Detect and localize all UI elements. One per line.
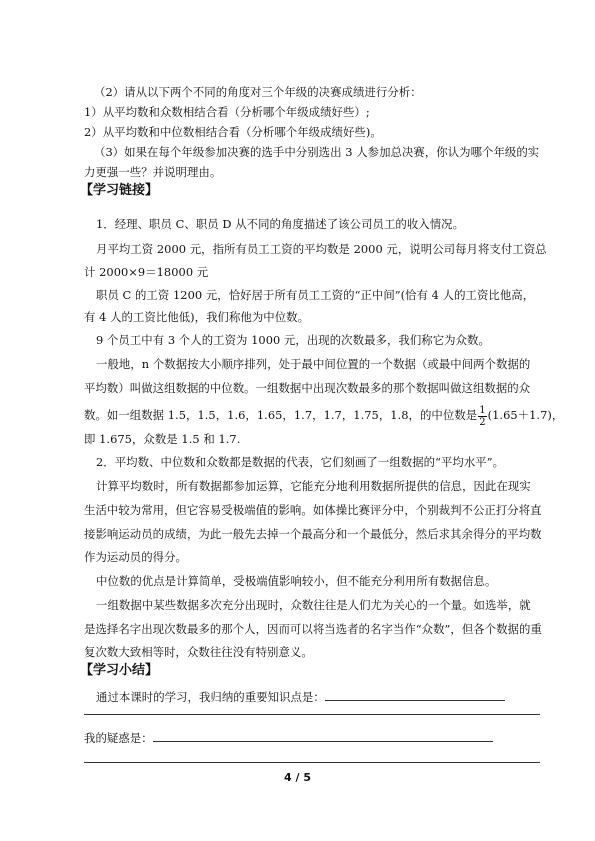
fraction-one-half	[478, 405, 486, 428]
paragraph-3-line-2: 有 4 人的工资比他低)，我们称他为中位数。	[84, 310, 310, 324]
median-example-expression: (1.65＋1.7)，	[487, 408, 564, 422]
answer-line[interactable]	[84, 762, 540, 763]
paragraph-3-line-1: 职员 C 的工资 1200 元，恰好居于所有员工工资的“正中间”(恰有 4 人的工资比他高，	[96, 288, 535, 302]
paragraph-7-line-3: 接影响运动员的成绩，为此一般先去掉一个最高分和一个最低分，然后求其余得分的平均数	[84, 527, 542, 541]
paragraph-2-line-2: 计 2000×9＝18000 元	[84, 265, 209, 279]
question-3-line-2: 力更强一些？并说明理由。	[84, 165, 222, 179]
paragraph-6: 2．平均数、中位数和众数都是数据的代表，它们刻画了一组数据的“平均水平”。	[96, 455, 505, 469]
paragraph-7-line-1: 计算平均数时，所有数据都参加运算，它能充分地利用数据所提供的信息，因此在现实	[96, 479, 531, 493]
paragraph-5-line-2: 平均数）叫做这组数据的中位数。一组数据中出现次数最多的那个数据叫做这组数据的众	[84, 381, 531, 395]
paragraph-5-line-4: 即 1.675，众数是 1.5 和 1.7.	[84, 432, 241, 446]
summary-doubts	[84, 729, 493, 746]
paragraph-7-line-4: 作为运动员的得分。	[84, 550, 187, 564]
answer-line[interactable]	[84, 714, 540, 715]
doubts-answer-blank[interactable]	[153, 729, 493, 742]
question-2-part-2: 2）从平均数和中位数相结合看（分析哪个年级成绩好些)。	[84, 125, 382, 139]
key-points-answer-blank[interactable]	[325, 688, 505, 701]
page-number: 4 / 5	[284, 771, 311, 784]
section-heading-study-links: 【学习链接】	[80, 183, 159, 198]
fraction-numerator: 1	[479, 404, 486, 416]
question-3-line-1: （3）如果在每个年级参加决赛的选手中分别选出 3 人参加总决赛，你认为哪个年级的实	[94, 145, 540, 159]
question-2-part-1: 1）从平均数和众数相结合看（分析哪个年级成绩好些）;	[84, 105, 370, 119]
paragraph-5-line-3	[84, 402, 563, 428]
paragraph-2-line-1: 月平均工资 2000 元，指所有员工工资的平均数是 2000 元，说明公司每月将支付工资总	[96, 242, 547, 256]
paragraph-7-line-2: 生活中较为常用，但它容易受极端值的影响。如体操比赛评分中，个别裁判不公正打分将直	[84, 503, 542, 517]
paragraph-5-line-1: 一般地，n 个数据按大小顺序排列，处于最中间位置的一个数据（或最中间两个数据的	[96, 357, 531, 371]
paragraph-9-line-2: 是选择名字出现次数最多的那个人，因而可以将当选者的名字当作“众数”，但各个数据的重	[84, 622, 542, 636]
section-heading-summary: 【学习小结】	[80, 663, 159, 678]
paragraph-8: 中位数的优点是计算简单，受极端值影响较小，但不能充分利用所有数据信息。	[96, 574, 497, 588]
summary-key-points-label: 通过本课时的学习，我归纳的重要知识点是：	[96, 690, 325, 704]
summary-key-points	[96, 688, 505, 705]
paragraph-4: 9 个员工中有 3 个人的工资为 1000 元，出现的次数最多，我们称它为众数。	[96, 333, 490, 347]
summary-doubts-label: 我的疑惑是：	[84, 731, 153, 745]
median-example-text: 数。如一组数据 1.5，1.5，1.6，1.65，1.7，1.7，1.75，1.8，的中位数是	[84, 408, 478, 422]
question-2-intro: （2）请从以下两个不同的角度对三个年级的决赛成绩进行分析：	[94, 85, 422, 99]
paragraph-1: 1．经理、职员 C、职员 D 从不同的角度描述了该公司员工的收入情况。	[96, 217, 465, 231]
paragraph-9-line-1: 一组数据中某些数据多次充分出现时，众数往往是人们尤为关心的一个量。如选举，就	[96, 598, 531, 612]
fraction-denominator: 2	[479, 416, 486, 428]
paragraph-9-line-3: 复次数大致相等时，众数往往没有特别意义。	[84, 645, 313, 659]
